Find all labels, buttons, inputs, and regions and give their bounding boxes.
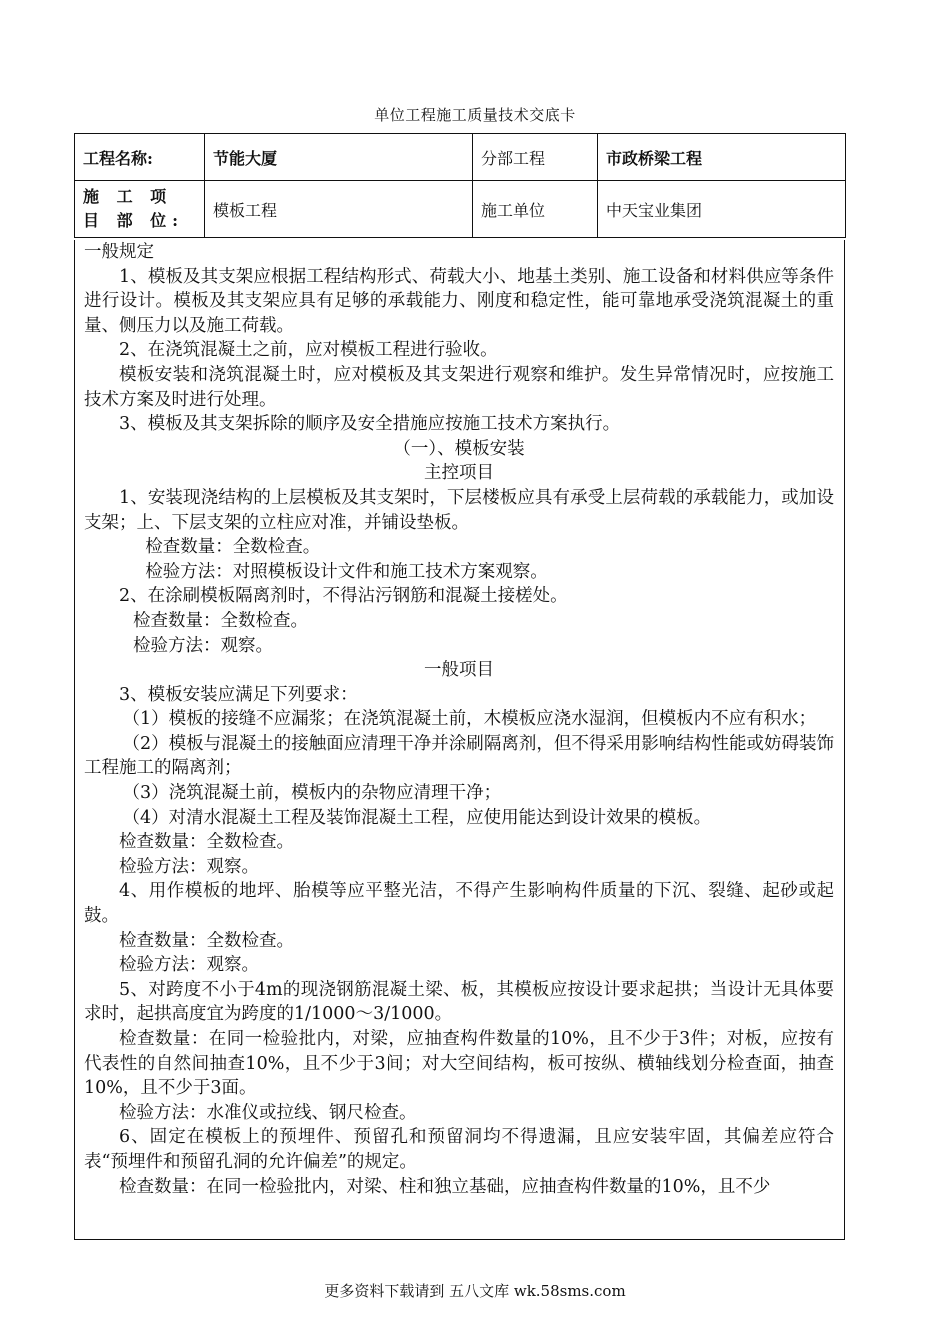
division-value: 市政桥梁工程 [598, 134, 846, 181]
section-heading: 主控项目 [424, 463, 494, 484]
section-heading: 一般项目 [424, 660, 494, 681]
paragraph: （2）模板与混凝土的接触面应清理干净并涂刷隔离剂，但不得采用影响结构性能或妨碍装饰工程施工的隔离剂； [84, 733, 834, 779]
inspection-quantity: 检查数量：全数检查。 [119, 832, 294, 853]
construction-unit-value: 中天宝业集团 [598, 181, 846, 238]
paragraph: 模板安装和浇筑混凝土时，应对模板及其支架进行观察和维护。发生异常情况时，应按施工技术方案及时进行处理。 [84, 364, 834, 410]
inspection-method: 检验方法：水准仪或拉线、钢尺检查。 [119, 1102, 417, 1123]
paragraph: 2、在涂刷模板隔离剂时，不得沾污钢筋和混凝土接槎处。 [119, 586, 568, 607]
inspection-method: 检验方法：对照模板设计文件和施工技术方案观察。 [145, 561, 548, 582]
paragraph: 5、对跨度不小于4m的现浇钢筋混凝土梁、板，其模板应按设计要求起拱；当设计无具体要求时，起拱高度宜为跨度的1/1000～3/1000。 [84, 979, 834, 1025]
footer-link[interactable]: 更多资料下载请到 五八文库 wk.58sms.com [324, 1282, 626, 1300]
construction-part-label: 施 工 项 目 部 位: [75, 181, 205, 238]
header-info-table [74, 133, 846, 238]
division-label: 分部工程 [473, 134, 598, 181]
paragraph: （3）浇筑混凝土前，模板内的杂物应清理干净； [122, 783, 502, 804]
construction-unit-label: 施工单位 [473, 181, 598, 238]
document-title: 单位工程施工质量技术交底卡 [374, 106, 576, 124]
inspection-method: 检验方法：观察。 [133, 635, 273, 656]
header-row-2 [75, 181, 846, 238]
section-heading: （一）、模板安装 [393, 438, 525, 459]
inspection-quantity: 检查数量：全数检查。 [133, 610, 308, 631]
paragraph: 6、固定在模板上的预埋件、预留孔和预留洞均不得遗漏，且应安装牢固，其偏差应符合表“预埋件和预留孔洞的允许偏差”的规定。 [84, 1127, 834, 1172]
inspection-method: 检验方法：观察。 [119, 856, 259, 877]
paragraph: 1、安装现浇结构的上层模板及其支架时，下层楼板应具有承受上层荷载的承载能力，或加设支架；上、下层支架的立柱应对准，并铺设垫板。 [84, 487, 834, 533]
paragraph: 1、模板及其支架应根据工程结构形式、荷载大小、地基土类别、施工设备和材料供应等条件进行设计。模板及其支架应具有足够的承载能力、刚度和稳定性，能可靠地承受浇筑混凝土的重量、侧压力以及施工荷载。 [84, 266, 834, 336]
project-name-value: 节能大厦 [205, 134, 473, 181]
inspection-quantity: 检查数量：在同一检验批内，对梁、柱和独立基础，应抽查构件数量的10%，且不少 [119, 1176, 771, 1197]
paragraph: （4）对清水混凝土工程及装饰混凝土工程，应使用能达到设计效果的模板。 [122, 807, 712, 828]
paragraph: 4、用作模板的地坪、胎模等应平整光洁，不得产生影响构件质量的下沉、裂缝、起砂或起鼓。 [84, 881, 834, 927]
inspection-method: 检验方法：观察。 [119, 955, 259, 976]
inspection-quantity: 检查数量：全数检查。 [145, 537, 321, 558]
header-row-1 [75, 134, 846, 181]
inspection-quantity: 检查数量：全数检查。 [119, 930, 294, 951]
construction-part-value: 模板工程 [205, 181, 473, 238]
section-heading: 一般规定 [84, 242, 154, 262]
paragraph: （1）模板的接缝不应漏浆；在浇筑混凝土前，木模板应浇水湿润，但模板内不应有积水； [122, 709, 817, 730]
disclosure-content [74, 240, 845, 1240]
paragraph: 2、在浇筑混凝土之前，应对模板工程进行验收。 [119, 340, 498, 361]
paragraph: 3、模板及其支架拆除的顺序及安全措施应按施工技术方案执行。 [119, 414, 621, 435]
project-name-label: 工程名称: [75, 134, 205, 181]
paragraph: 3、模板安装应满足下列要求： [119, 684, 358, 705]
inspection-quantity: 检查数量：在同一检验批内，对梁，应抽查构件数量的10%，且不少于3件；对板，应按有代表性的自然间抽查10%，且不少于3间；对大空间结构，板可按纵、横轴线划分检查面，抽查10%，且不少于3面。 [84, 1029, 834, 1099]
